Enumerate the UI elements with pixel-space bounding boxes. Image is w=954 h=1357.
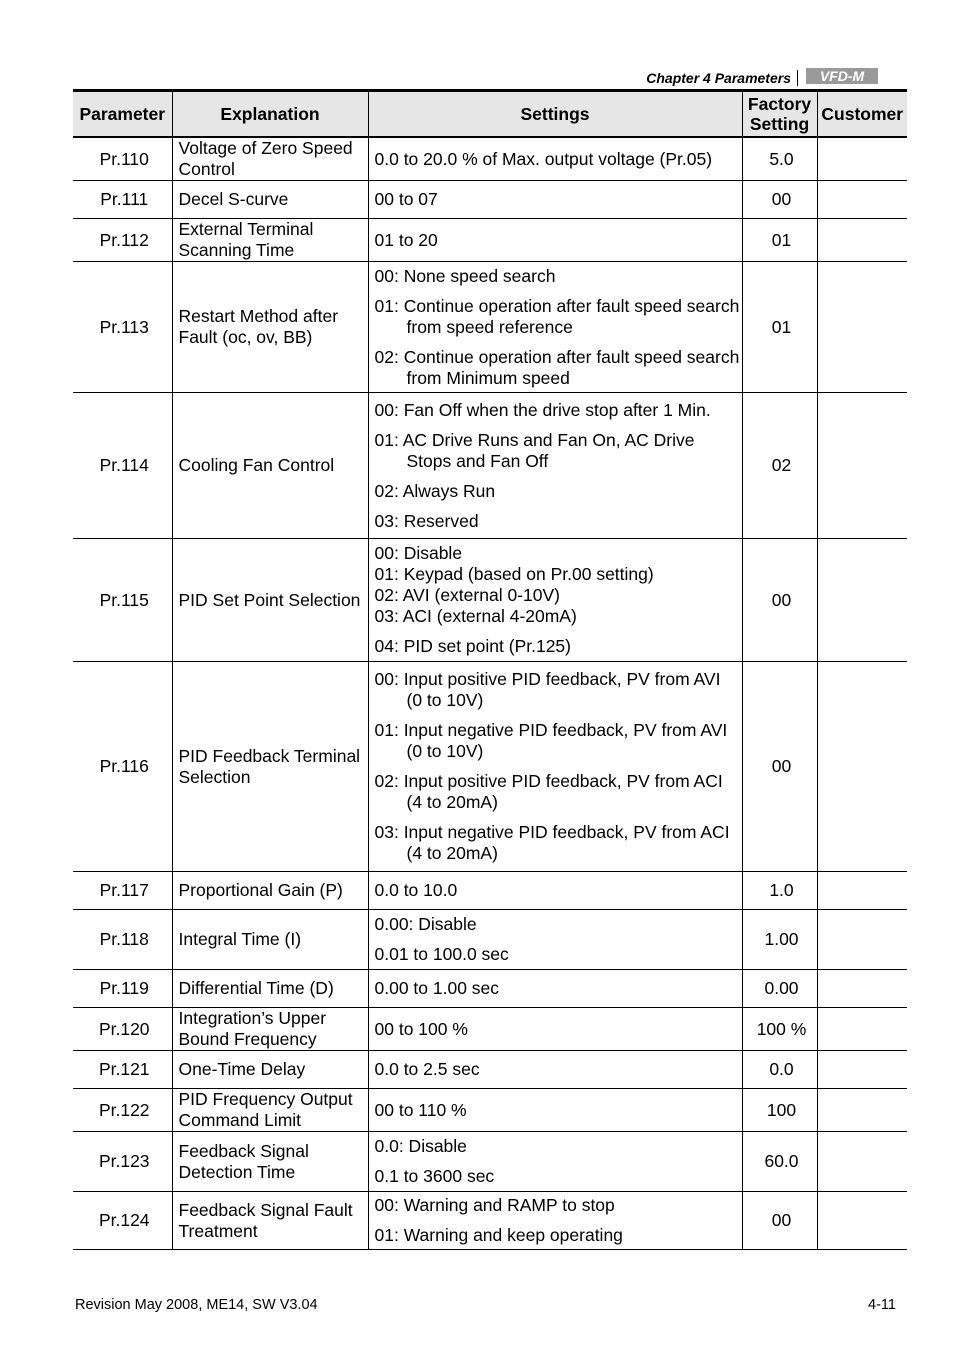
customer-value <box>817 1192 907 1250</box>
setting-option: 00: Input positive PID feedback, PV from AVI (0 to 10V) <box>374 669 721 710</box>
factory-setting-value: 60.0 <box>742 1132 817 1192</box>
customer-value <box>817 181 907 219</box>
header-separator <box>797 70 798 86</box>
table-row <box>73 662 907 872</box>
factory-setting-value: 100 % <box>742 1008 817 1051</box>
parameter-code: Pr.122 <box>98 1099 150 1120</box>
setting-option: 04: PID set point (Pr.125) <box>374 636 571 656</box>
setting-option: 0.01 to 100.0 sec <box>374 944 509 964</box>
vfd-m-logo <box>806 68 878 84</box>
parameter-code: Pr.121 <box>98 1059 150 1079</box>
parameter-code: Pr.116 <box>99 756 149 776</box>
footer-page-number: 4-11 <box>868 1297 896 1313</box>
header-explanation: Explanation <box>172 91 368 138</box>
setting-option: 01: Warning and keep operating <box>374 1225 623 1245</box>
parameter-explanation: One-Time Delay <box>172 1051 368 1089</box>
setting-option: 02: Input positive PID feedback, PV from ACI (4 to 20mA) <box>374 771 723 812</box>
customer-value <box>817 539 907 662</box>
setting-option: 0.0 to 10.0 <box>374 880 458 900</box>
setting-option: 0.00 to 1.00 sec <box>374 978 500 998</box>
parameter-explanation: Feedback Signal Detection Time <box>172 1132 368 1192</box>
parameter-explanation: External Terminal Scanning Time <box>172 219 368 262</box>
customer-value <box>817 137 907 181</box>
footer-revision: Revision May 2008, ME14, SW V3.04 <box>75 1297 318 1313</box>
header-factory-setting: Factory Setting <box>742 91 817 138</box>
parameter-settings <box>368 1089 742 1132</box>
parameter-explanation: Restart Method after Fault (oc, ov, BB) <box>172 262 368 393</box>
parameter-code: Pr.113 <box>99 316 149 337</box>
setting-option: 03: Reserved <box>374 510 479 531</box>
parameter-code: Pr.112 <box>99 229 149 250</box>
parameter-code: Pr.119 <box>99 978 149 998</box>
customer-value <box>817 393 907 539</box>
setting-option: 0.0 to 20.0 % of Max. output voltage (Pr.05) <box>374 148 713 169</box>
customer-value <box>817 1089 907 1132</box>
setting-option: 03: ACI (external 4-20mA) <box>374 606 577 626</box>
table-row <box>73 910 907 970</box>
setting-option: 00: None speed search <box>374 265 556 286</box>
setting-option: 00: Fan Off when the drive stop after 1 Min. <box>374 399 711 420</box>
parameter-explanation: Decel S-curve <box>172 181 368 219</box>
setting-option: 02: AVI (external 0-10V) <box>374 585 560 605</box>
setting-option: 03: Input negative PID feedback, PV from ACI (4 to 20mA) <box>374 822 730 863</box>
parameter-settings <box>368 662 742 872</box>
setting-option: 0.1 to 3600 sec <box>374 1166 495 1186</box>
parameter-code: Pr.110 <box>99 148 149 169</box>
parameter-code: Pr.124 <box>98 1210 150 1230</box>
setting-option: 0.0: Disable <box>374 1136 467 1156</box>
customer-value <box>817 1132 907 1192</box>
setting-option: 01: Input negative PID feedback, PV from AVI (0 to 10V) <box>374 720 728 761</box>
factory-setting-value: 00 <box>742 1192 817 1250</box>
factory-setting-value: 00 <box>742 539 817 662</box>
header-customer: Customer <box>817 91 907 138</box>
setting-option: 01: Keypad (based on Pr.00 setting) <box>374 564 654 584</box>
parameter-explanation: Proportional Gain (P) <box>172 872 368 910</box>
factory-setting-value: 02 <box>742 393 817 539</box>
header-settings: Settings <box>368 91 742 138</box>
setting-option: 01 to 20 <box>374 229 438 250</box>
table-row <box>73 181 907 219</box>
setting-option: 00 to 07 <box>374 189 438 209</box>
factory-setting-value: 1.0 <box>742 872 817 910</box>
parameter-explanation: PID Set Point Selection <box>172 539 368 662</box>
customer-value <box>817 219 907 262</box>
table-row <box>73 539 907 662</box>
parameter-settings <box>368 910 742 970</box>
parameter-settings <box>368 1008 742 1051</box>
parameter-settings <box>368 137 742 181</box>
parameter-code: Pr.111 <box>100 189 149 209</box>
parameter-settings <box>368 1132 742 1192</box>
parameter-settings <box>368 872 742 910</box>
parameter-explanation: Cooling Fan Control <box>172 393 368 539</box>
parameter-code: Pr.114 <box>99 455 149 475</box>
setting-option: 00 to 110 % <box>374 1099 467 1120</box>
logo-text: VFD-M <box>819 68 865 84</box>
parameter-code: Pr.117 <box>99 880 149 900</box>
table-row <box>73 872 907 910</box>
parameter-code: Pr.118 <box>99 929 149 949</box>
table-row <box>73 137 907 181</box>
chapter-title: Chapter 4 Parameters <box>646 70 791 86</box>
parameter-explanation: Voltage of Zero Speed Control <box>172 137 368 181</box>
factory-setting-value: 5.0 <box>742 137 817 181</box>
setting-option: 00 to 100 % <box>374 1018 468 1039</box>
header-parameter: Parameter <box>79 103 166 124</box>
factory-setting-value: 1.00 <box>742 910 817 970</box>
factory-setting-value: 01 <box>742 262 817 393</box>
setting-option: 01: AC Drive Runs and Fan On, AC Drive Stops and Fan Off <box>374 429 695 471</box>
factory-setting-value: 0.0 <box>742 1051 817 1089</box>
setting-option: 00: Disable <box>374 543 463 563</box>
running-header <box>0 66 954 90</box>
parameter-code: Pr.120 <box>98 1018 150 1039</box>
parameter-explanation: Differential Time (D) <box>172 970 368 1008</box>
factory-setting-value: 0.00 <box>742 970 817 1008</box>
customer-value <box>817 1051 907 1089</box>
setting-option: 02: Always Run <box>374 480 496 501</box>
parameter-explanation: PID Frequency Output Command Limit <box>172 1089 368 1132</box>
parameter-settings <box>368 1192 742 1250</box>
parameter-explanation: PID Feedback Terminal Selection <box>172 662 368 872</box>
table-row <box>73 970 907 1008</box>
setting-option: 01: Continue operation after fault speed search from speed reference <box>374 295 740 337</box>
table-row <box>73 1132 907 1192</box>
parameter-explanation: Integration’s Upper Bound Frequency <box>172 1008 368 1051</box>
factory-setting-value: 100 <box>742 1089 817 1132</box>
table-row <box>73 219 907 262</box>
setting-option: 02: Continue operation after fault speed search from Minimum speed <box>374 346 740 388</box>
factory-setting-value: 00 <box>742 181 817 219</box>
parameter-code: Pr.115 <box>99 589 149 610</box>
factory-setting-value: 00 <box>742 662 817 872</box>
setting-option: 0.0 to 2.5 sec <box>374 1059 480 1079</box>
parameter-settings <box>368 181 742 219</box>
parameter-settings <box>368 262 742 393</box>
parameter-settings <box>368 970 742 1008</box>
customer-value <box>817 662 907 872</box>
parameter-table <box>73 89 907 1250</box>
customer-value <box>817 1008 907 1051</box>
table-header-row <box>73 91 907 138</box>
customer-value <box>817 262 907 393</box>
setting-option: 0.00: Disable <box>374 914 477 934</box>
customer-value <box>817 970 907 1008</box>
table-row <box>73 1008 907 1051</box>
factory-setting-value: 01 <box>742 219 817 262</box>
customer-value <box>817 910 907 970</box>
table-row <box>73 1089 907 1132</box>
customer-value <box>817 872 907 910</box>
table-row <box>73 262 907 393</box>
table-row <box>73 393 907 539</box>
parameter-settings <box>368 1051 742 1089</box>
parameter-code: Pr.123 <box>98 1151 150 1171</box>
parameter-settings <box>368 219 742 262</box>
setting-option: 00: Warning and RAMP to stop <box>374 1195 615 1215</box>
table-row <box>73 1192 907 1250</box>
table-row <box>73 1051 907 1089</box>
parameter-explanation: Feedback Signal Fault Treatment <box>172 1192 368 1250</box>
parameter-settings <box>368 393 742 539</box>
parameter-explanation: Integral Time (I) <box>172 910 368 970</box>
parameter-settings <box>368 539 742 662</box>
